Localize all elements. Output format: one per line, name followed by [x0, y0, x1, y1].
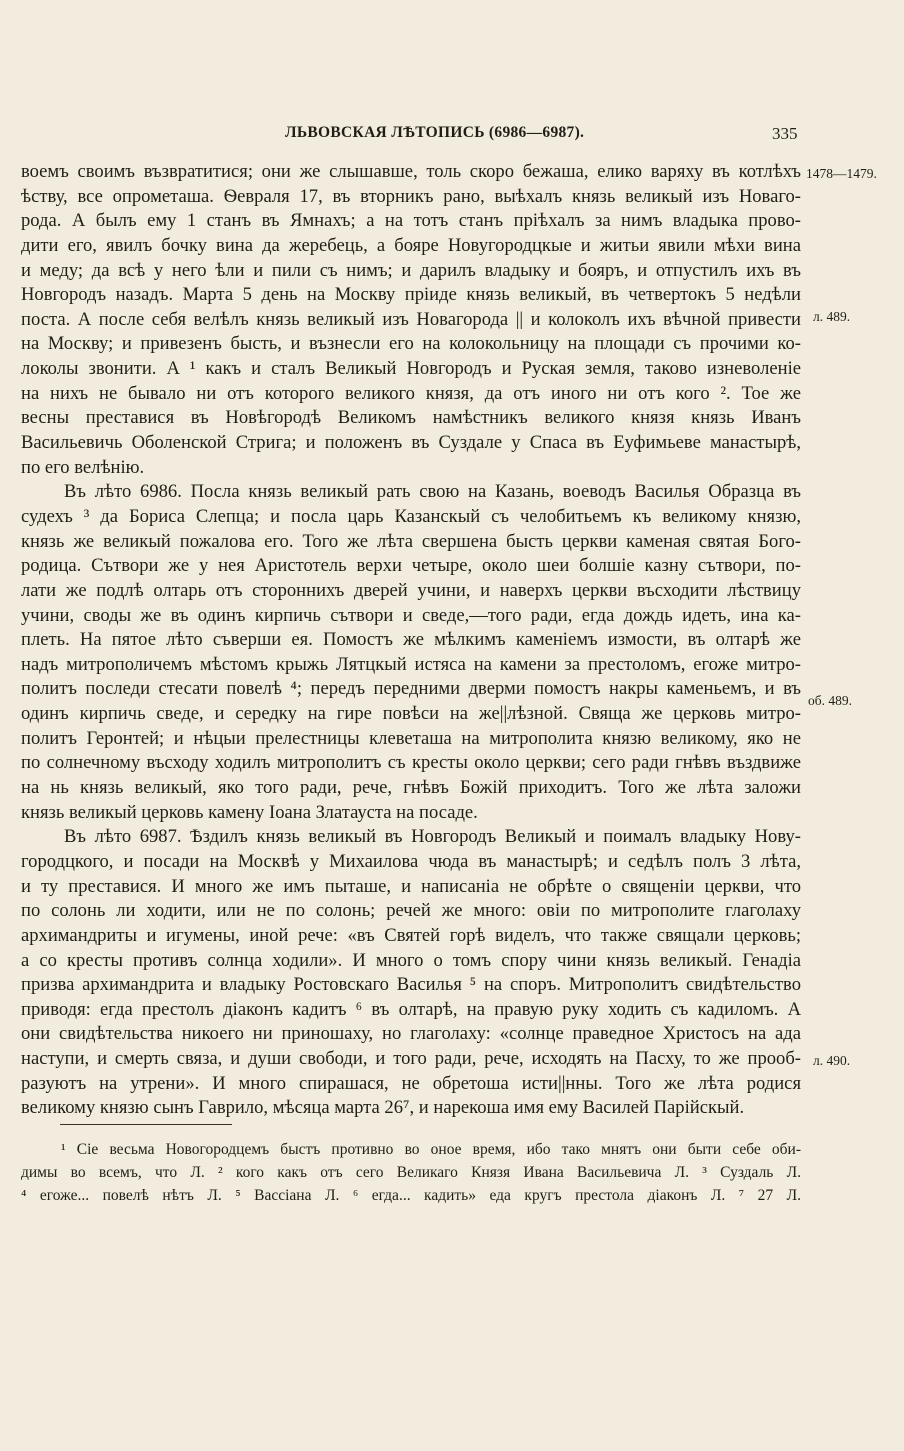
page-number: 335	[772, 124, 798, 143]
text-line: призва архимандрита и владыку Ростовскаго Василья ⁵ на споръ. Митрополитъ свидѣтельство	[21, 974, 801, 996]
footnotes	[21, 1138, 801, 1207]
text-line: наступи, и смерть связа, и души свободи, и того ради, рече, исходять на Пасху, то же прооб-	[21, 1048, 801, 1070]
text-line: лати же подлѣ олтарь отъ стороннихъ дверей учини, и наверхъ церкви въсходити лѣствицу	[21, 579, 801, 601]
text-line: Въ лѣто 6986. Посла князь великый рать свою на Казань, воеводъ Василья Образца въ	[64, 481, 801, 503]
text-line: и ту преставися. И много же имъ пыташе, и написаніа не обрѣте о священіи церкви, что	[21, 875, 801, 897]
text-line: великому князю сынъ Гаврило, мѣсяца марта 26⁷, и нарекоша имя ему Василей Парійскый.	[21, 1097, 745, 1119]
margin-note-folio: об. 489.	[808, 693, 852, 708]
text-line: а со кресты противъ солнца ходили». И много о томъ спору чини князь великый. Генадіа	[21, 949, 801, 971]
text-line: надъ митрополичемъ мѣстомъ крыжь Лятцкый истяса на камени за престоломъ, егоже митро-	[21, 653, 801, 675]
footnote-line: димы во всемъ, что Л. ² кого какъ отъ сего Великаго Князя Ивана Васильевича Л. ³ Суздаль Л.	[21, 1164, 801, 1181]
text-line: городцкого, и посади на Москвѣ у Михаилова чюда въ манастырѣ; и седѣлъ полъ 3 лѣта,	[21, 850, 801, 872]
text-line: приводя: егда престолъ діаконъ кадитъ ⁶ въ олтарѣ, на правую руку ходить съ кадиломъ. А	[21, 998, 801, 1020]
text-line: на Москву; и привезенъ бысть, и възнесли его на колокольницу на площади съ прочими ко-	[21, 333, 801, 355]
running-header	[0, 124, 904, 148]
chronicle-text	[21, 160, 801, 1121]
text-line: дити его, явилъ бочку вина да жеребець, а бояре Новугородцкые и житьи явили мѣхи вина	[21, 234, 801, 256]
text-line: по его велѣнію.	[21, 456, 145, 478]
text-line: локолы звонити. А ¹ какъ и сталъ Великый Новгородъ и Руская земля, таково изневоленіе	[21, 358, 801, 380]
text-line: по солонь ли ходити, или не по солонь; речей же много: овіи по митрополите глаголаху	[21, 900, 801, 922]
text-line: одинъ кирпичь сведе, и середку на гире повѣси на же||лѣзной. Свяща же церковь митро-	[21, 703, 801, 725]
footnote-line: ¹ Сіе весьма Новогородцемъ быстъ противно во оное время, ибо тако мнятъ они быти себе оби-	[61, 1141, 801, 1158]
text-line: учини, своды же въ одинъ кирпичь сътвори и сведе,—того ради, егда дождь идеть, ина ка-	[21, 604, 801, 626]
text-line: родица. Сътвори же у нея Аристотель верхи четыре, около шеи болшіе казну сътвори, по-	[21, 555, 801, 577]
text-line: поста. А после себя велѣлъ князь великый изъ Новагорода || и колоколъ ихъ вѣчной привести	[21, 308, 801, 330]
footnote-line: ⁴ егоже... повелѣ нѣтъ Л. ⁵ Вассіана Л. ⁶ егда... кадить» еда кругъ престола діаконъ Л. ⁷ 27 Л.	[21, 1187, 801, 1204]
margin-note-folio: л. 490.	[813, 1053, 851, 1068]
text-line: судехъ ³ да Бориса Слепца; и посла царь Казанскый съ челобитьемъ къ великому князю,	[21, 505, 801, 527]
text-line: ѣству, все опрометаша. Ѳевраля 17, въ вторникъ рано, выѣхалъ князь великый изъ Новаго-	[21, 185, 801, 207]
text-line: политъ Геронтей; и нѣцыи прелестницы клеветаша на митрополита князю великому, яко не	[21, 727, 801, 749]
text-line: Новгородъ назадъ. Марта 5 день на Москву пріиде князь великый, въ четвертокъ 5 недѣли	[21, 284, 801, 306]
text-line: по солнечному въсходу ходилъ митрополитъ съ кресты около церкви; сего ради гнѣвъ въздвиже	[21, 752, 801, 774]
page-title: ЛЬВОВСКАЯ ЛѢТОПИСЬ (6986—6987).	[285, 124, 585, 141]
footnote-separator	[60, 1124, 232, 1125]
text-line: политъ последи стесати повелѣ ⁴; передъ передними дверми помостъ накры каменьемъ, и въ	[21, 678, 801, 700]
margin-note-folio: л. 489.	[813, 309, 851, 324]
text-line: Въ лѣто 6987. Ѣздилъ князь великый въ Новгородъ Великый и поималъ владыку Нову-	[64, 826, 801, 848]
text-line: разуютъ на утрени». И много спирашася, не обретоша исти||нны. Того же лѣта родися	[21, 1072, 801, 1094]
text-line: рода. А былъ ему 1 станъ въ Ямнахъ; а на тотъ станъ пріѣхалъ за нимъ владыка прово-	[21, 210, 801, 232]
text-line: архимандриты и игумены, иной рече: «въ Святей горѣ виделъ, что также свящали церковь;	[21, 924, 801, 946]
text-line: на нихъ не бывало ни отъ которого великого князя, да отъ иного ни отъ кого ². Тое же	[21, 382, 801, 404]
text-line: князь великый церковь камену Іоана Златауста на посаде.	[21, 801, 478, 823]
text-line: на нь князь великый, яко того ради, рече, гнѣвъ Божій приходитъ. Того же лѣта заложи	[21, 777, 801, 799]
text-line: весны преставися въ Новѣгородѣ Великомъ намѣстникъ великого князя князь Иванъ	[21, 407, 801, 429]
text-line: плеть. На пятое лѣто съверши ея. Помостъ же мѣлкимъ каменіемъ измости, въ олтарѣ же	[21, 629, 801, 651]
text-line: они свидѣтельства никоего ни приношаху, но глаголаху: «солнце праведное Христосъ на ада	[21, 1023, 801, 1045]
margin-note-years: 1478—1479.	[806, 166, 877, 181]
text-line: воемъ своимъ възвратитися; они же слышавше, толь скоро бежаша, елико варяху въ котлѣхъ	[21, 161, 801, 182]
text-line: Васильевичь Оболенской Стрига; и положенъ въ Суздале у Спаса въ Еуфимьеве манастырѣ,	[21, 432, 801, 454]
text-line: князь же великый пожалова его. Того же лѣта свершена бысть церкви каменая святая Бого-	[21, 530, 801, 552]
text-line: и меду; да всѣ у него ѣли и пили съ нимъ; и дарилъ владыку и бояръ, и отпустилъ ихъ въ	[21, 259, 801, 281]
